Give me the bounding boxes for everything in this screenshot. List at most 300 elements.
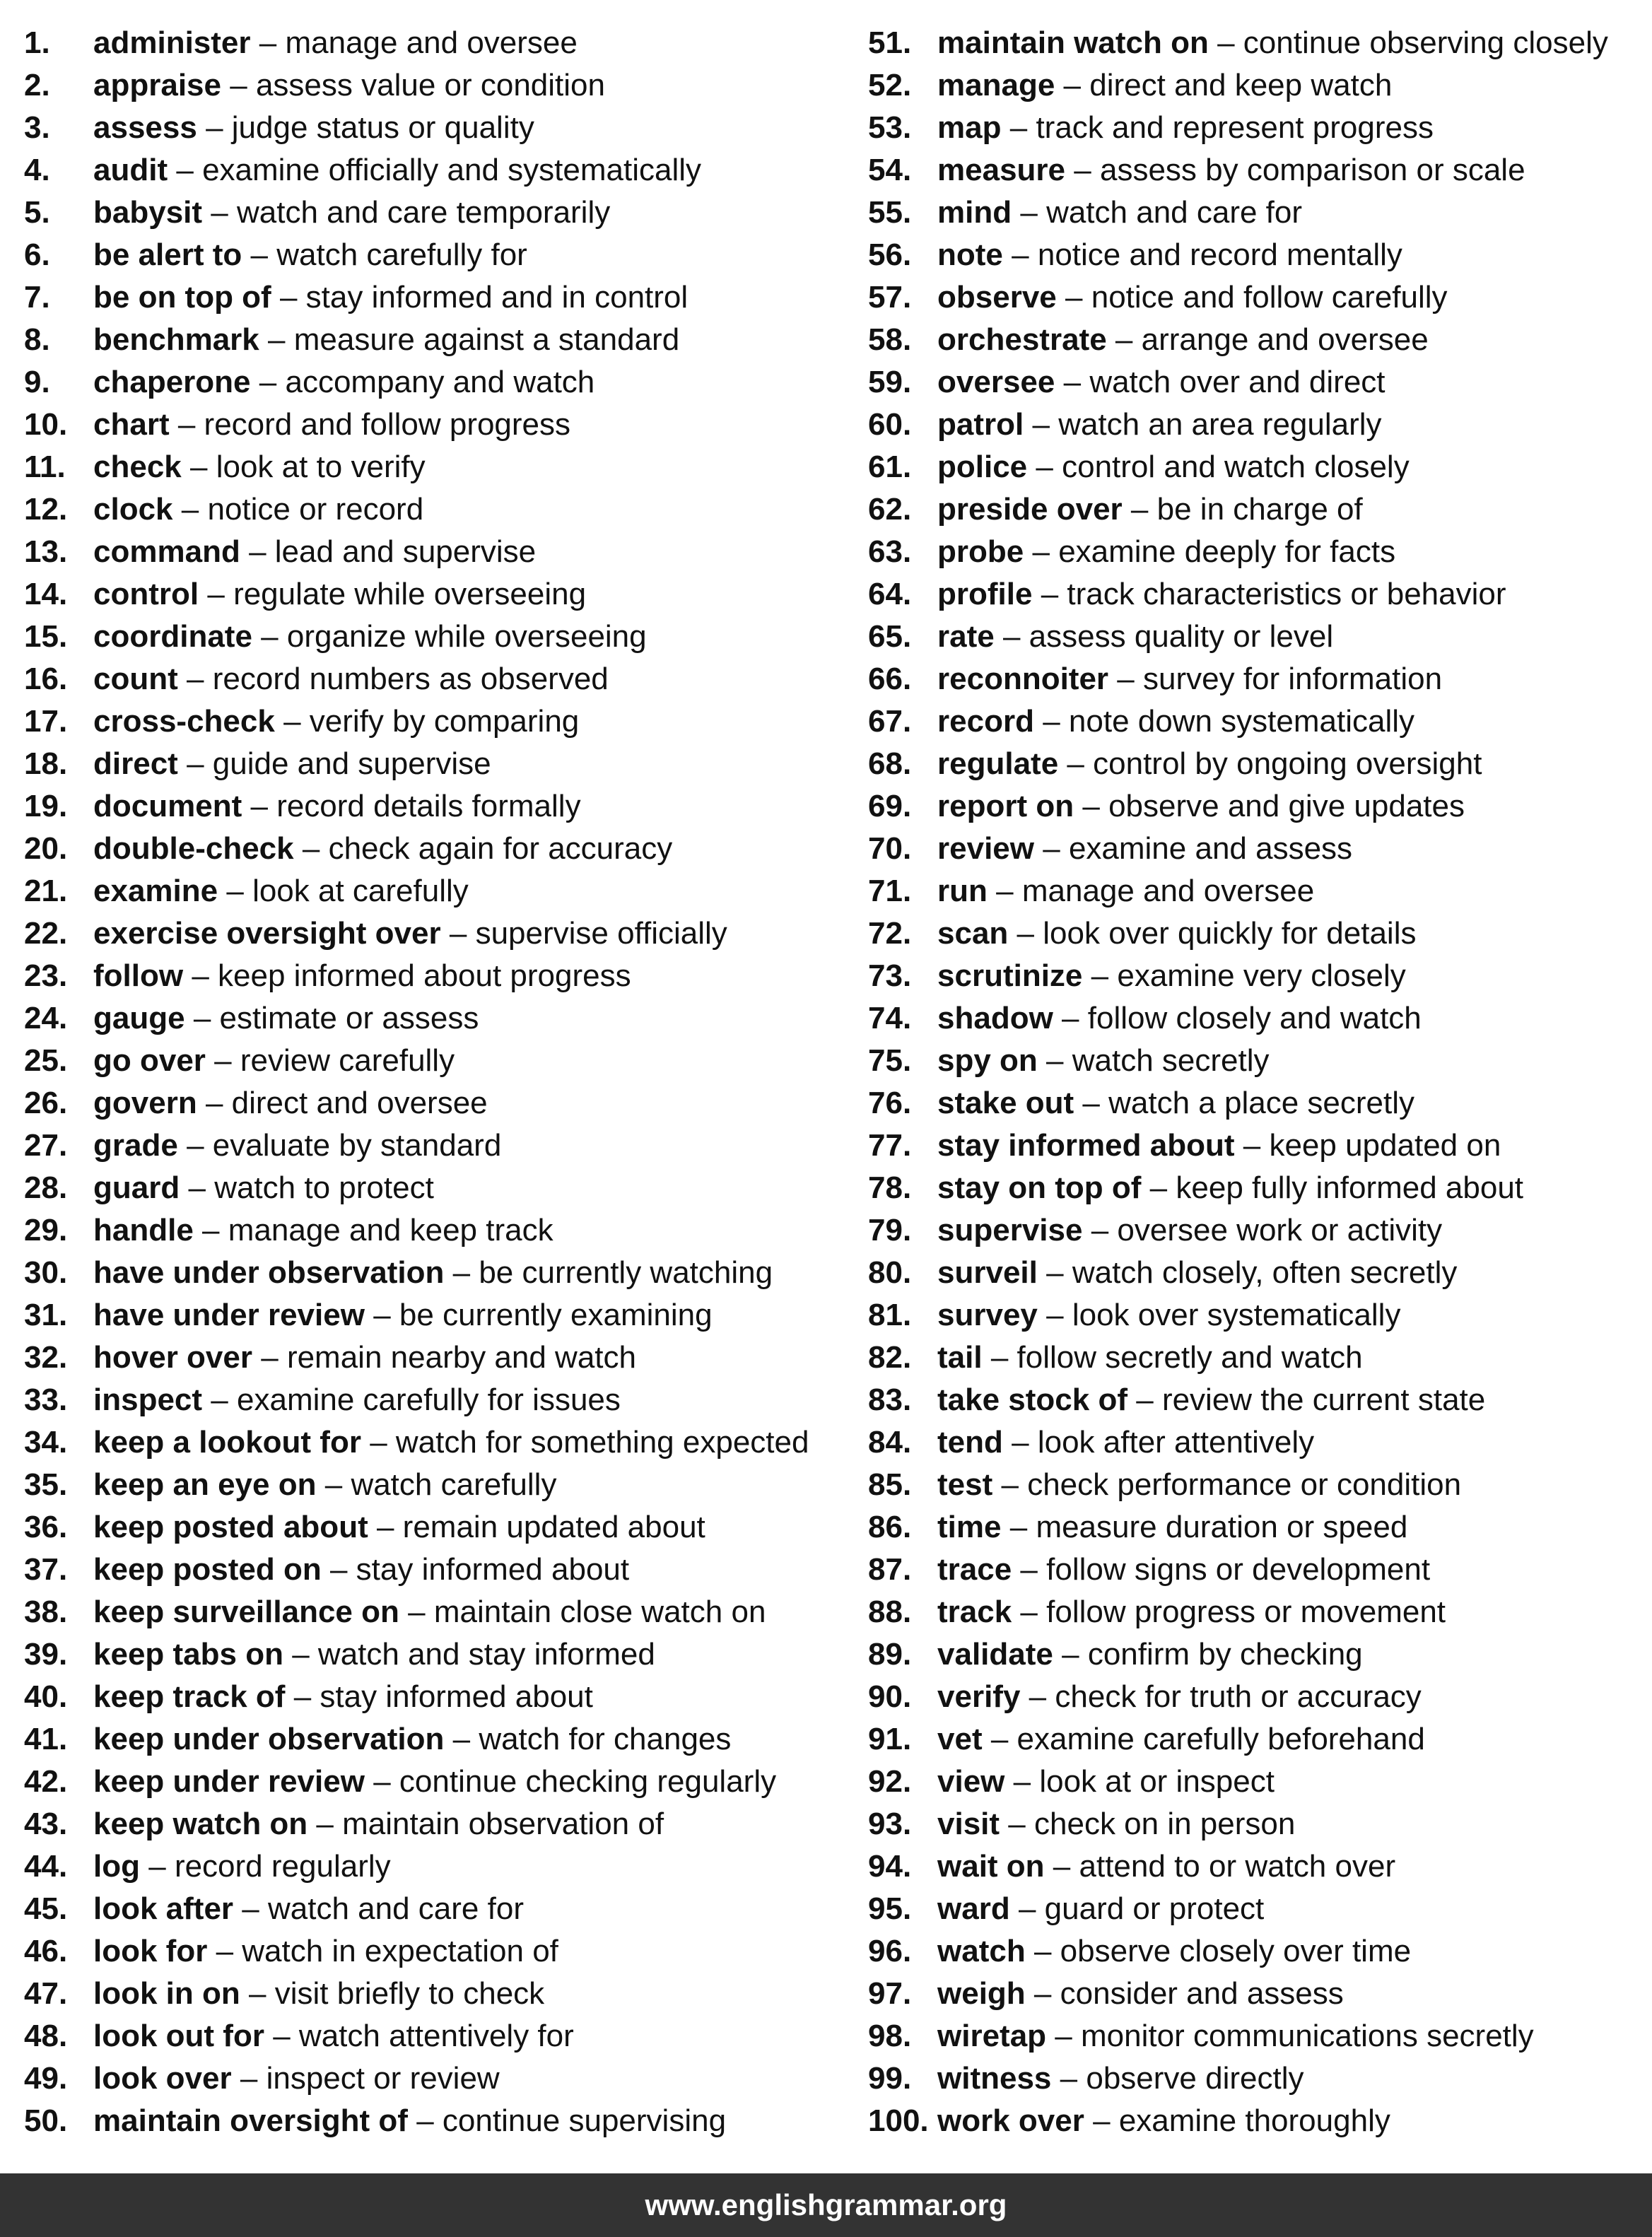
entry-text bbox=[937, 828, 1352, 870]
entry-dash: – bbox=[226, 874, 244, 908]
entry-dash: – bbox=[207, 577, 225, 611]
list-item bbox=[24, 1973, 858, 2015]
list-item bbox=[24, 1718, 858, 1761]
entry-text bbox=[937, 2100, 1390, 2142]
list-item bbox=[24, 1591, 858, 1633]
entry-number: 75. bbox=[868, 1043, 912, 1078]
entry-number: 62. bbox=[868, 492, 912, 527]
entry-text bbox=[93, 1718, 731, 1761]
entry-text bbox=[93, 1676, 593, 1718]
entry-text bbox=[937, 1845, 1395, 1888]
entry-word: tail bbox=[937, 1340, 983, 1375]
list-item bbox=[868, 276, 1646, 319]
entry-text bbox=[93, 1294, 713, 1337]
entry-word: command bbox=[93, 534, 240, 569]
list-item bbox=[24, 192, 858, 234]
entry-dash: – bbox=[452, 1255, 471, 1290]
list-item bbox=[24, 1676, 858, 1718]
entry-word: stay on top of bbox=[937, 1170, 1142, 1205]
entry-text bbox=[937, 1549, 1430, 1591]
entry-number: 60. bbox=[868, 407, 912, 442]
entry-number: 95. bbox=[868, 1891, 912, 1926]
list-item bbox=[868, 1888, 1646, 1930]
entry-text bbox=[93, 1209, 553, 1252]
entry-dash: – bbox=[1017, 916, 1035, 951]
entry-definition: examine carefully for issues bbox=[237, 1382, 621, 1417]
entry-definition: watch carefully bbox=[351, 1467, 557, 1502]
entry-number: 86. bbox=[868, 1510, 912, 1544]
entry-dash: – bbox=[293, 1679, 312, 1714]
entry-word: go over bbox=[93, 1043, 206, 1078]
entry-text bbox=[93, 361, 594, 404]
entry-number: 70. bbox=[868, 831, 912, 866]
entry-text bbox=[937, 149, 1525, 192]
entry-number: 67. bbox=[868, 704, 912, 739]
entry-dash: – bbox=[373, 1298, 391, 1332]
entry-dash: – bbox=[1065, 280, 1083, 315]
entry-word: administer bbox=[93, 25, 251, 60]
entry-text bbox=[93, 997, 479, 1040]
entry-dash: – bbox=[1063, 68, 1082, 102]
entry-definition: record numbers as observed bbox=[212, 662, 609, 696]
entry-definition: check again for accuracy bbox=[328, 831, 673, 866]
entry-word: cross-check bbox=[93, 704, 275, 739]
entry-definition: direct and keep watch bbox=[1089, 68, 1393, 102]
entry-definition: attend to or watch over bbox=[1079, 1849, 1396, 1884]
entry-number: 27. bbox=[24, 1128, 68, 1163]
entry-word: verify bbox=[937, 1679, 1021, 1714]
entry-word: stake out bbox=[937, 1086, 1074, 1120]
list-item bbox=[24, 743, 858, 785]
entry-dash: – bbox=[1062, 1637, 1079, 1672]
entry-definition: watch in expectation of bbox=[242, 1934, 558, 1968]
list-item bbox=[868, 192, 1646, 234]
list-item bbox=[24, 1845, 858, 1888]
entry-text bbox=[93, 1125, 501, 1167]
entry-word: supervise bbox=[937, 1213, 1083, 1247]
entry-number: 61. bbox=[868, 450, 912, 484]
entry-dash: – bbox=[1001, 1467, 1019, 1502]
entry-word: examine bbox=[93, 874, 218, 908]
entry-word: measure bbox=[937, 153, 1066, 187]
entry-definition: remain updated about bbox=[402, 1510, 705, 1544]
entry-definition: watch and care for bbox=[268, 1891, 524, 1926]
list-item bbox=[868, 234, 1646, 276]
entry-number: 13. bbox=[24, 534, 68, 569]
entry-word: log bbox=[93, 1849, 140, 1884]
entry-dash: – bbox=[990, 1340, 1009, 1375]
entry-number: 31. bbox=[24, 1298, 68, 1332]
list-item bbox=[868, 1082, 1646, 1125]
entry-dash: – bbox=[250, 789, 268, 823]
word-list bbox=[0, 22, 1652, 2138]
entry-text bbox=[93, 700, 579, 743]
entry-definition: guide and supervise bbox=[212, 746, 491, 781]
list-item bbox=[24, 1506, 858, 1549]
entry-word: keep under review bbox=[93, 1764, 365, 1799]
entry-number: 51. bbox=[868, 25, 912, 60]
entry-dash: – bbox=[1055, 2019, 1072, 2053]
entry-number: 38. bbox=[24, 1595, 68, 1629]
entry-text bbox=[93, 404, 570, 446]
entry-dash: – bbox=[990, 1722, 1009, 1756]
list-item bbox=[868, 955, 1646, 997]
entry-definition: direct and oversee bbox=[231, 1086, 488, 1120]
entry-dash: – bbox=[249, 534, 266, 569]
entry-number: 42. bbox=[24, 1764, 68, 1799]
list-item bbox=[868, 149, 1646, 192]
entry-text bbox=[937, 107, 1434, 149]
entry-definition: examine thoroughly bbox=[1118, 2103, 1390, 2138]
entry-text bbox=[937, 1676, 1422, 1718]
entry-word: keep track of bbox=[93, 1679, 286, 1714]
entry-definition: stay informed and in control bbox=[305, 280, 689, 315]
entry-word: maintain watch on bbox=[937, 25, 1209, 60]
entry-word: govern bbox=[93, 1086, 197, 1120]
list-item bbox=[868, 1549, 1646, 1591]
entry-definition: assess quality or level bbox=[1029, 619, 1334, 654]
list-item bbox=[868, 404, 1646, 446]
list-item bbox=[868, 2100, 1646, 2142]
list-item bbox=[24, 1930, 858, 1973]
entry-text bbox=[937, 404, 1382, 446]
entry-number: 33. bbox=[24, 1382, 68, 1417]
entry-definition: follow signs or development bbox=[1046, 1552, 1431, 1587]
entry-word: keep an eye on bbox=[93, 1467, 317, 1502]
entry-word: look over bbox=[93, 2061, 232, 2096]
entry-text bbox=[937, 658, 1442, 700]
entry-word: stay informed about bbox=[937, 1128, 1235, 1163]
entry-definition: observe directly bbox=[1086, 2061, 1304, 2096]
list-item bbox=[24, 1252, 858, 1294]
entry-dash: – bbox=[1217, 25, 1235, 60]
entry-dash: – bbox=[187, 662, 204, 696]
entry-dash: – bbox=[279, 280, 298, 315]
entry-text bbox=[937, 1379, 1485, 1421]
left-column bbox=[24, 22, 858, 2142]
entry-text bbox=[93, 658, 609, 700]
list-item bbox=[24, 1761, 858, 1803]
right-column bbox=[868, 22, 1646, 2142]
entry-text bbox=[93, 1973, 544, 2015]
footer-url[interactable]: www.englishgrammar.org bbox=[645, 2188, 1007, 2221]
entry-word: keep tabs on bbox=[93, 1637, 283, 1672]
entry-text bbox=[937, 361, 1386, 404]
footer-banner bbox=[0, 2173, 1652, 2237]
entry-word: patrol bbox=[937, 407, 1024, 442]
entry-word: have under observation bbox=[93, 1255, 445, 1290]
entry-dash: – bbox=[1243, 1128, 1261, 1163]
entry-text bbox=[93, 870, 469, 912]
entry-definition: review the current state bbox=[1161, 1382, 1486, 1417]
entry-number: 74. bbox=[868, 1001, 912, 1035]
entry-number: 3. bbox=[24, 110, 50, 145]
entry-definition: keep updated on bbox=[1269, 1128, 1501, 1163]
entry-word: time bbox=[937, 1510, 1002, 1544]
entry-number: 40. bbox=[24, 1679, 68, 1714]
entry-word: assess bbox=[93, 110, 197, 145]
entry-word: reconnoiter bbox=[937, 662, 1109, 696]
entry-word: rate bbox=[937, 619, 995, 654]
entry-definition: watch a place secretly bbox=[1108, 1086, 1414, 1120]
entry-text bbox=[93, 192, 610, 234]
entry-definition: keep informed about progress bbox=[218, 958, 631, 993]
list-item bbox=[24, 64, 858, 107]
list-item bbox=[24, 1379, 858, 1421]
entry-definition: stay informed about bbox=[356, 1552, 630, 1587]
entry-number: 28. bbox=[24, 1170, 68, 1205]
entry-number: 5. bbox=[24, 195, 50, 230]
entry-text bbox=[937, 64, 1392, 107]
list-item bbox=[868, 1973, 1646, 2015]
entry-dash: – bbox=[250, 237, 268, 272]
entry-text bbox=[93, 2100, 726, 2142]
entry-number: 47. bbox=[24, 1976, 68, 2011]
entry-text bbox=[937, 488, 1363, 531]
list-item bbox=[24, 658, 858, 700]
entry-number: 4. bbox=[24, 153, 50, 187]
entry-number: 91. bbox=[868, 1722, 912, 1756]
entry-word: profile bbox=[937, 577, 1033, 611]
entry-dash: – bbox=[1067, 746, 1084, 781]
entry-dash: – bbox=[176, 153, 194, 187]
entry-dash: – bbox=[1002, 619, 1021, 654]
entry-definition: watch to protect bbox=[214, 1170, 434, 1205]
entry-dash: – bbox=[1091, 958, 1109, 993]
entry-definition: manage and keep track bbox=[228, 1213, 553, 1247]
entry-dash: – bbox=[1060, 2061, 1078, 2096]
entry-text bbox=[937, 319, 1429, 361]
entry-word: keep watch on bbox=[93, 1807, 308, 1841]
entry-word: have under review bbox=[93, 1298, 365, 1332]
entry-dash: – bbox=[324, 1467, 343, 1502]
entry-word: coordinate bbox=[93, 619, 252, 654]
entry-number: 46. bbox=[24, 1934, 68, 1968]
entry-word: benchmark bbox=[93, 322, 259, 357]
entry-word: look in on bbox=[93, 1976, 240, 2011]
entry-number: 57. bbox=[868, 280, 912, 315]
list-item bbox=[24, 2057, 858, 2100]
entry-word: grade bbox=[93, 1128, 178, 1163]
list-item bbox=[868, 785, 1646, 828]
list-item bbox=[868, 1930, 1646, 1973]
entry-definition: oversee work or activity bbox=[1117, 1213, 1443, 1247]
entry-text bbox=[93, 1421, 809, 1464]
entry-definition: look at to verify bbox=[216, 450, 426, 484]
entry-number: 53. bbox=[868, 110, 912, 145]
entry-dash: – bbox=[1032, 407, 1050, 442]
entry-number: 81. bbox=[868, 1298, 912, 1332]
entry-number: 21. bbox=[24, 874, 68, 908]
entry-word: regulate bbox=[937, 746, 1059, 781]
entry-word: surveil bbox=[937, 1255, 1038, 1290]
entry-number: 30. bbox=[24, 1255, 68, 1290]
entry-definition: examine very closely bbox=[1117, 958, 1406, 993]
entry-definition: remain nearby and watch bbox=[286, 1340, 636, 1375]
entry-text bbox=[937, 870, 1314, 912]
entry-number: 97. bbox=[868, 1976, 912, 2011]
list-item bbox=[24, 488, 858, 531]
entry-number: 20. bbox=[24, 831, 68, 866]
entry-word: map bbox=[937, 110, 1002, 145]
entry-dash: – bbox=[190, 450, 208, 484]
entry-number: 49. bbox=[24, 2061, 68, 2096]
entry-dash: – bbox=[416, 2103, 434, 2138]
entry-dash: – bbox=[376, 1510, 394, 1544]
entry-number: 41. bbox=[24, 1722, 68, 1756]
entry-dash: – bbox=[1115, 322, 1133, 357]
entry-word: note bbox=[937, 237, 1003, 272]
entry-number: 72. bbox=[868, 916, 912, 951]
entry-text bbox=[937, 1803, 1295, 1845]
entry-dash: – bbox=[1149, 1170, 1168, 1205]
list-item bbox=[24, 1803, 858, 1845]
entry-word: validate bbox=[937, 1637, 1053, 1672]
entry-number: 71. bbox=[868, 874, 912, 908]
entry-text bbox=[93, 2015, 574, 2057]
entry-text bbox=[937, 1040, 1270, 1082]
entry-word: visit bbox=[937, 1807, 1000, 1841]
list-item bbox=[868, 1761, 1646, 1803]
entry-definition: notice or record bbox=[207, 492, 424, 527]
list-item bbox=[868, 1633, 1646, 1676]
entry-definition: record regularly bbox=[174, 1849, 391, 1884]
entry-number: 63. bbox=[868, 534, 912, 569]
entry-definition: watch for changes bbox=[479, 1722, 732, 1756]
list-item bbox=[868, 1676, 1646, 1718]
entry-definition: continue observing closely bbox=[1243, 25, 1608, 60]
entry-number: 99. bbox=[868, 2061, 912, 2096]
list-item bbox=[868, 531, 1646, 573]
list-item bbox=[868, 2015, 1646, 2057]
entry-definition: maintain observation of bbox=[342, 1807, 664, 1841]
list-item bbox=[868, 1591, 1646, 1633]
list-item bbox=[868, 1337, 1646, 1379]
entry-definition: watch carefully for bbox=[276, 237, 527, 272]
entry-dash: – bbox=[1036, 450, 1053, 484]
entry-definition: observe closely over time bbox=[1060, 1934, 1412, 1968]
entry-number: 45. bbox=[24, 1891, 68, 1926]
entry-number: 78. bbox=[868, 1170, 912, 1205]
entry-number: 56. bbox=[868, 237, 912, 272]
list-item bbox=[24, 1167, 858, 1209]
entry-definition: watch closely, often secretly bbox=[1072, 1255, 1458, 1290]
entry-text bbox=[93, 955, 631, 997]
entry-definition: continue checking regularly bbox=[399, 1764, 777, 1799]
entry-dash: – bbox=[181, 492, 199, 527]
entry-word: maintain oversight of bbox=[93, 2103, 408, 2138]
entry-definition: look at carefully bbox=[252, 874, 469, 908]
entry-word: take stock of bbox=[937, 1382, 1127, 1417]
list-item bbox=[868, 1167, 1646, 1209]
entry-word: test bbox=[937, 1467, 993, 1502]
entry-word: mind bbox=[937, 195, 1012, 230]
entry-word: survey bbox=[937, 1298, 1038, 1332]
entry-definition: watch over and direct bbox=[1089, 365, 1386, 399]
entry-dash: – bbox=[268, 322, 286, 357]
entry-number: 14. bbox=[24, 577, 68, 611]
entry-number: 12. bbox=[24, 492, 68, 527]
entry-text bbox=[93, 1761, 776, 1803]
entry-text bbox=[937, 446, 1410, 488]
entry-definition: organize while overseeing bbox=[286, 619, 647, 654]
list-item bbox=[868, 912, 1646, 955]
list-item bbox=[24, 234, 858, 276]
entry-text bbox=[93, 1845, 391, 1888]
list-item bbox=[868, 1803, 1646, 1845]
entry-dash: – bbox=[316, 1807, 334, 1841]
entry-dash: – bbox=[1041, 577, 1059, 611]
entry-text bbox=[937, 276, 1448, 319]
entry-number: 32. bbox=[24, 1340, 68, 1375]
entry-definition: watch attentively for bbox=[298, 2019, 574, 2053]
list-item bbox=[24, 700, 858, 743]
entry-definition: observe and give updates bbox=[1108, 789, 1465, 823]
entry-text bbox=[937, 997, 1422, 1040]
entry-word: view bbox=[937, 1764, 1005, 1799]
entry-number: 52. bbox=[868, 68, 912, 102]
entry-number: 96. bbox=[868, 1934, 912, 1968]
entry-definition: monitor communications secretly bbox=[1081, 2019, 1534, 2053]
entry-definition: watch an area regularly bbox=[1058, 407, 1382, 442]
entry-definition: examine deeply for facts bbox=[1058, 534, 1396, 569]
entry-number: 10. bbox=[24, 407, 68, 442]
list-item bbox=[868, 1718, 1646, 1761]
entry-dash: – bbox=[1033, 1976, 1052, 2011]
entry-text bbox=[937, 192, 1302, 234]
list-item bbox=[868, 870, 1646, 912]
entry-dash: – bbox=[329, 1552, 348, 1587]
entry-text bbox=[937, 1082, 1414, 1125]
list-item bbox=[24, 1464, 858, 1506]
entry-text bbox=[93, 22, 578, 64]
entry-definition: check for truth or accuracy bbox=[1055, 1679, 1422, 1714]
entry-number: 6. bbox=[24, 237, 50, 272]
entry-word: exercise oversight over bbox=[93, 916, 441, 951]
entry-dash: – bbox=[1046, 1043, 1064, 1078]
list-item bbox=[868, 1125, 1646, 1167]
entry-word: document bbox=[93, 789, 242, 823]
entry-dash: – bbox=[188, 1170, 206, 1205]
entry-dash: – bbox=[1013, 1764, 1031, 1799]
entry-text bbox=[93, 1167, 434, 1209]
entry-dash: – bbox=[1012, 1425, 1029, 1460]
entry-definition: guard or protect bbox=[1044, 1891, 1265, 1926]
entry-dash: – bbox=[1093, 2103, 1111, 2138]
entry-number: 34. bbox=[24, 1425, 68, 1460]
entry-dash: – bbox=[302, 831, 320, 866]
entry-dash: – bbox=[1082, 1086, 1100, 1120]
entry-text bbox=[937, 1464, 1461, 1506]
entry-number: 8. bbox=[24, 322, 50, 357]
entry-definition: confirm by checking bbox=[1087, 1637, 1363, 1672]
entry-text bbox=[93, 446, 426, 488]
entry-definition: manage and oversee bbox=[285, 25, 578, 60]
list-item bbox=[868, 1209, 1646, 1252]
entry-number: 66. bbox=[868, 662, 912, 696]
entry-word: vet bbox=[937, 1722, 983, 1756]
entry-word: report on bbox=[937, 789, 1074, 823]
list-item bbox=[24, 361, 858, 404]
entry-number: 68. bbox=[868, 746, 912, 781]
entry-text bbox=[93, 1040, 455, 1082]
entry-text bbox=[93, 488, 423, 531]
entry-number: 85. bbox=[868, 1467, 912, 1502]
entry-word: chaperone bbox=[93, 365, 251, 399]
entry-number: 50. bbox=[24, 2103, 68, 2138]
entry-dash: – bbox=[1117, 662, 1135, 696]
list-item bbox=[868, 446, 1646, 488]
